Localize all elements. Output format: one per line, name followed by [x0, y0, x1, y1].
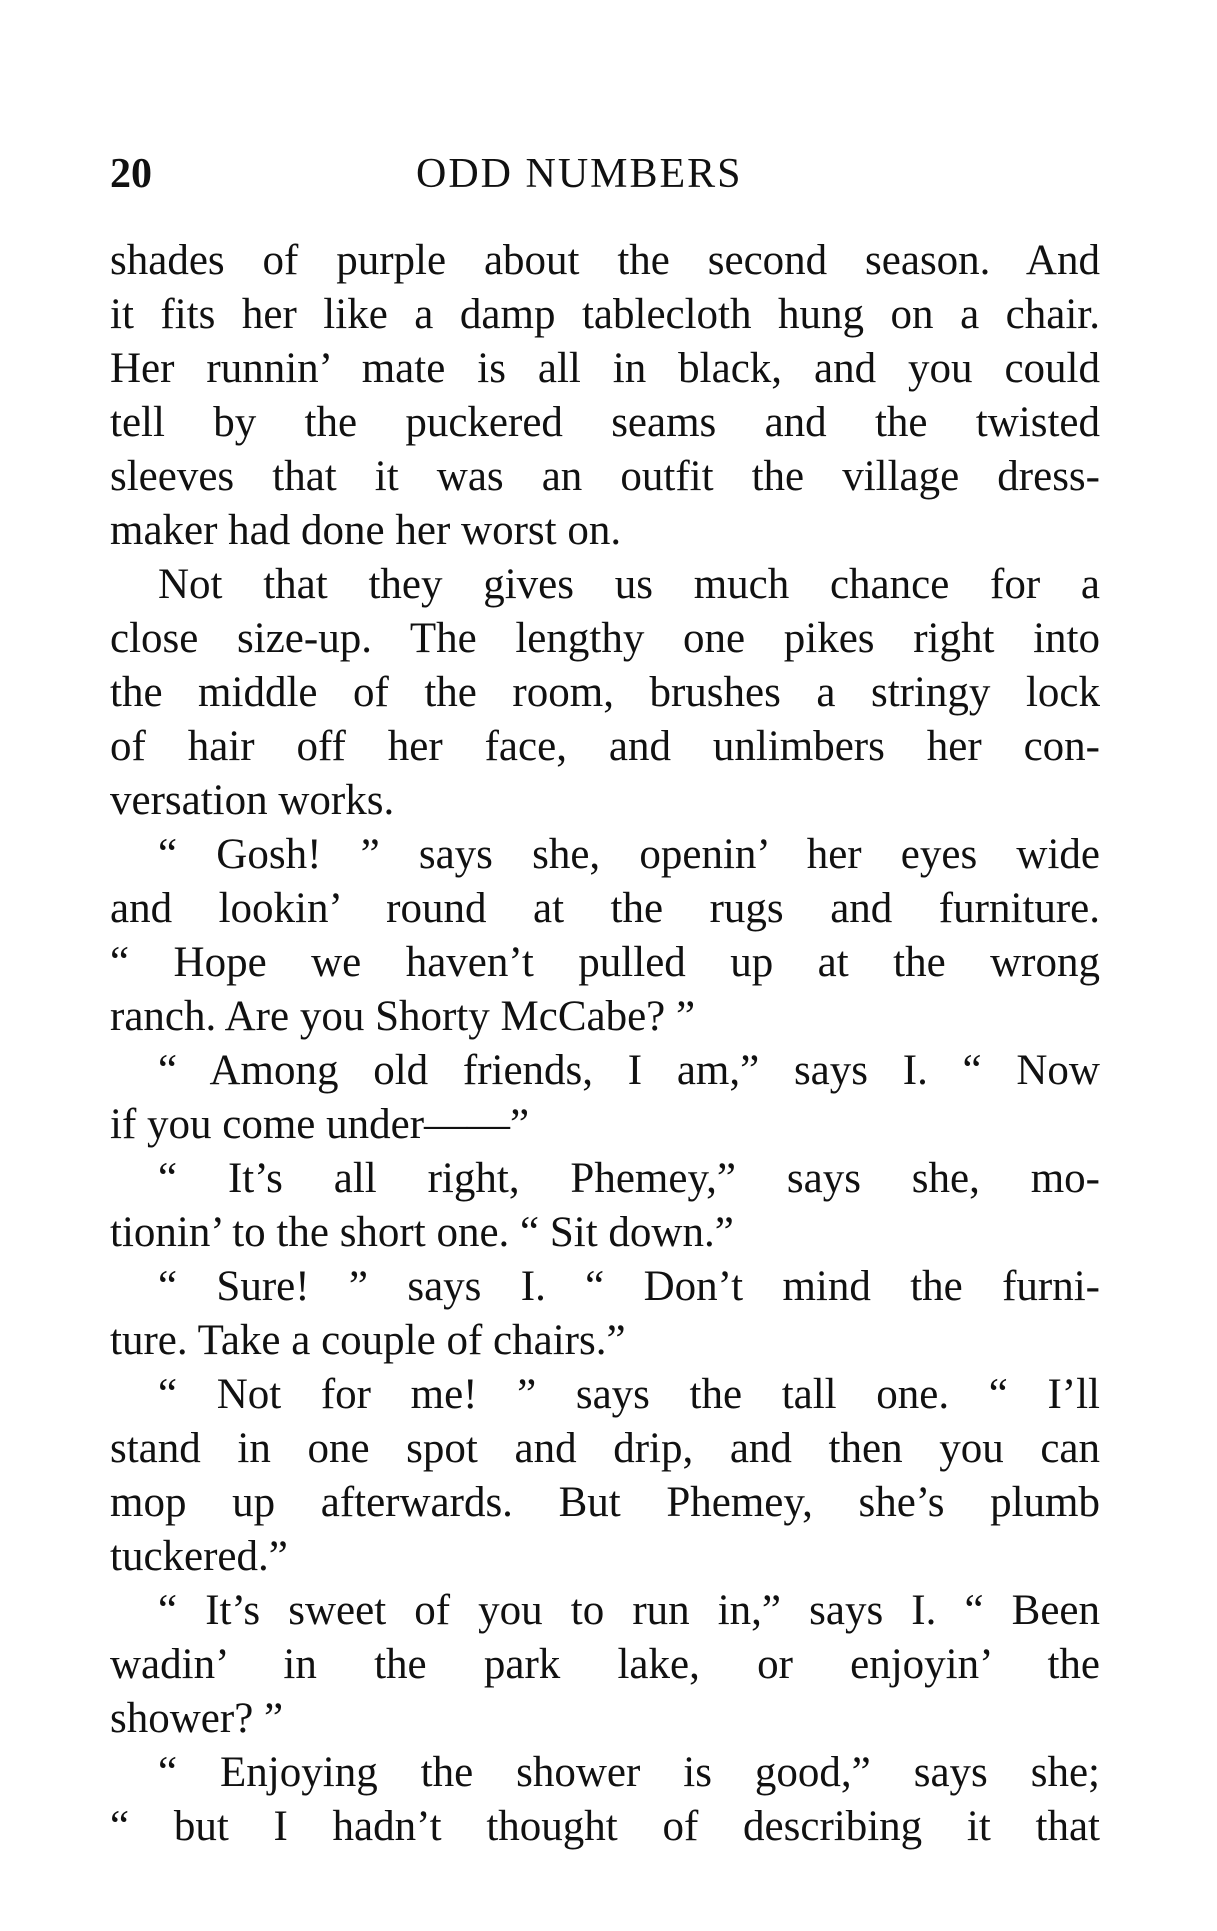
text-line: ture. Take a couple of chairs.” [110, 1317, 626, 1364]
text-line: “ It’s all right, Phemey,” says she, mo- [158, 1155, 1100, 1202]
text-line: shades of purple about the second season. And [110, 237, 1100, 284]
text-line: ranch. Are you Shorty McCabe? ” [110, 993, 696, 1040]
text-line: “ Enjoying the shower is good,” says she; [158, 1749, 1100, 1796]
text-line: sleeves that it was an outfit the village dress- [110, 453, 1100, 500]
running-title: ODD NUMBERS [416, 151, 743, 197]
text-line: shower? ” [110, 1695, 284, 1742]
text-line: if you come under——” [110, 1101, 530, 1148]
text-line: “ Among old friends, I am,” says I. “ Now [158, 1047, 1100, 1094]
running-head [110, 150, 1100, 210]
text-line: stand in one spot and drip, and then you can [110, 1425, 1100, 1472]
text-line: tuckered.” [110, 1533, 288, 1580]
text-line: tell by the puckered seams and the twisted [110, 399, 1100, 446]
text-line: maker had done her worst on. [110, 507, 622, 554]
text-line: Her runnin’ mate is all in black, and you could [110, 345, 1100, 392]
text-line: “ Hope we haven’t pulled up at the wrong [110, 939, 1100, 986]
text-line: of hair off her face, and unlimbers her con- [110, 723, 1100, 770]
text-line: wadin’ in the park lake, or enjoyin’ the [110, 1641, 1100, 1688]
text-line: “ It’s sweet of you to run in,” says I. “ Been [158, 1587, 1100, 1634]
text-line: “ Gosh! ” says she, openin’ her eyes wide [158, 831, 1100, 878]
text-line: the middle of the room, brushes a stringy lock [110, 669, 1100, 716]
text-line: and lookin’ round at the rugs and furniture. [110, 885, 1100, 932]
text-line: versation works. [110, 777, 395, 824]
text-line: tionin’ to the short one. “ Sit down.” [110, 1209, 734, 1256]
text-line: “ but I hadn’t thought of describing it that [110, 1803, 1100, 1850]
text-line: Not that they gives us much chance for a [158, 561, 1100, 608]
page-number: 20 [110, 151, 152, 197]
text-line: “ Sure! ” says I. “ Don’t mind the furni- [158, 1263, 1100, 1310]
text-line: it fits her like a damp tablecloth hung on a chair. [110, 291, 1100, 338]
text-line: mop up afterwards. But Phemey, she’s plumb [110, 1479, 1100, 1526]
text-line: close size-up. The lengthy one pikes right into [110, 615, 1100, 662]
body-text [110, 234, 1100, 1854]
text-line: “ Not for me! ” says the tall one. “ I’ll [158, 1371, 1100, 1418]
